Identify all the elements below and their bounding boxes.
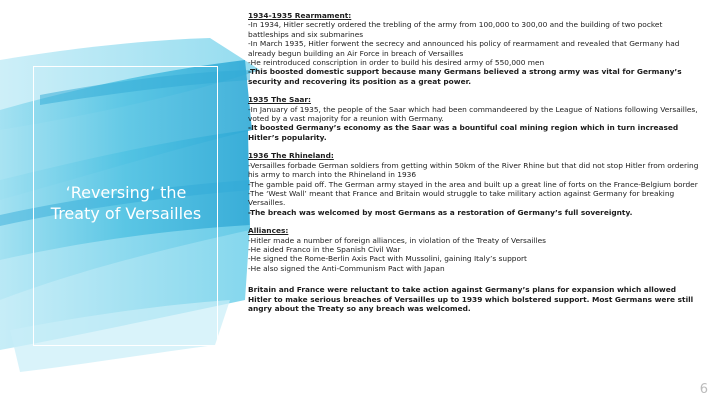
- bullet-line: -The gamble paid off. The German army stayed in the area and built up a great line of forts on the France-Belgium border: [248, 179, 698, 189]
- section-title: 1935 The Saar:: [248, 95, 311, 105]
- page-number: 6: [699, 382, 708, 397]
- closing-paragraph: Britain and France were reluctant to take action against Germany’s plans for expansion which allowed Hitler to make serious breaches of Versailles up to 1939 which bolstered support. Most Germans were still angry about the Treaty so any breach was welcomed.: [248, 285, 694, 313]
- section-rearmament: [248, 11, 700, 86]
- section-alliances: [248, 226, 700, 273]
- bullet-line: -Versailles forbade German soldiers from getting within 50km of the River Rhine but that did not stop Hitler from ordering his army to march into the Rhineland in 1936: [248, 160, 699, 180]
- bullet-line: -Hitler made a number of foreign alliances, in violation of the Treaty of Versailles: [248, 235, 546, 245]
- bullet-line: -He signed the Rome-Berlin Axis Pact with Mussolini, gaining Italy’s support: [248, 254, 527, 264]
- section-title: 1934-1935 Rearmament:: [248, 11, 352, 20]
- bullet-line: -He also signed the Anti-Communism Pact with Japan: [248, 263, 445, 273]
- bullet-line: -He aided Franco in the Spanish Civil War: [248, 244, 401, 254]
- section-rhineland: [248, 151, 700, 217]
- bullet-line: -He reintroduced conscription in order to build his desired army of 550,000 men: [248, 58, 545, 68]
- bullet-line: -In 1934, Hitler secretly ordered the trebling of the army from 100,000 to 300,00 and the building of two pocket battleships and six submarines: [248, 20, 663, 39]
- bullet-line: -It boosted Germany’s economy as the Saar was a bountiful coal mining region which in turn increased Hitler’s popularity.: [248, 123, 679, 142]
- bullet-line: -In March 1935, Hitler forwent the secrecy and announced his policy of rearmament and revealed that Germany had already begun building an Air Force in breach of Versailles: [248, 39, 680, 58]
- speaker-icon[interactable]: [20, 22, 42, 42]
- bullet-line: -The breach was welcomed by most Germans as a restoration of Germany’s full sovereignty.: [248, 207, 633, 217]
- bullet-line: -The ‘West Wall’ meant that France and Britain would struggle to take military action against Germany for breaking Versailles.: [248, 188, 675, 208]
- slide-content: [248, 11, 700, 313]
- section-title: Alliances:: [248, 226, 289, 236]
- slide-title: ‘Reversing’ the Treaty of Versailles: [50, 183, 202, 223]
- bullet-line: -This boosted domestic support because many Germans believed a strong army was vital for Germany’s security and recovering its position as a great power.: [248, 67, 682, 86]
- bullet-line: -In January of 1935, the people of the Saar which had been commandeered by the League of Nations following Versailles, voted by a vast majority for a reunion with Germany.: [248, 104, 698, 124]
- section-saar: [248, 95, 700, 142]
- section-title: 1936 The Rhineland:: [248, 151, 334, 161]
